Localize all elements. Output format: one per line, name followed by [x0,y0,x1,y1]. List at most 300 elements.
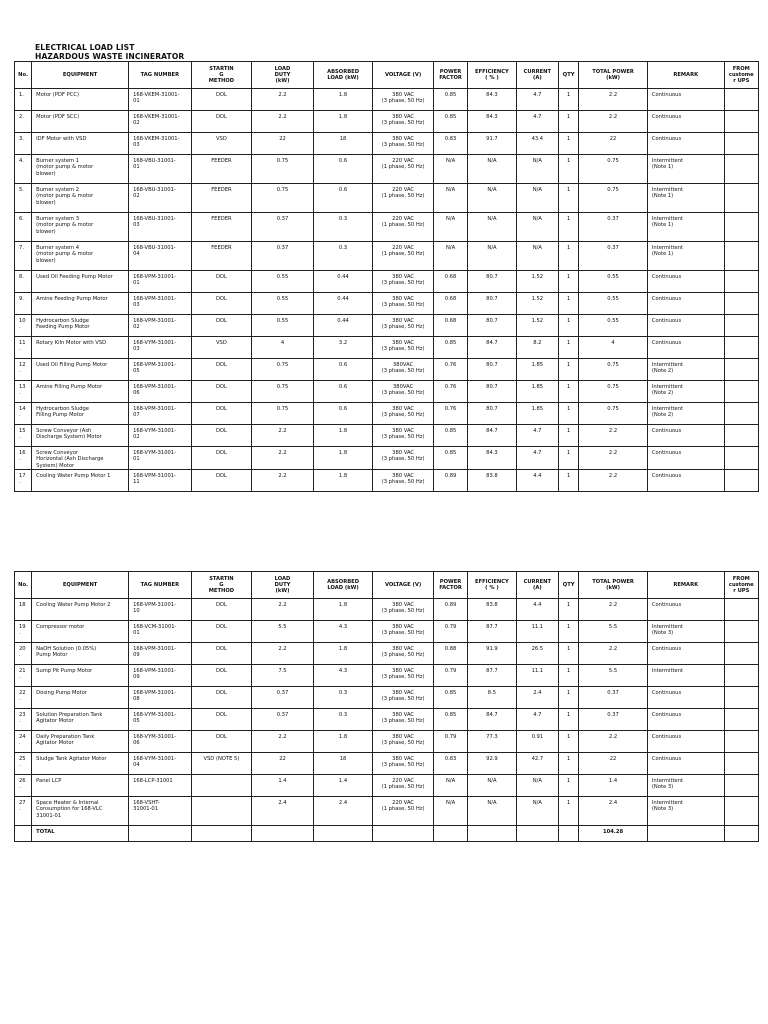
cell-qty [559,599,579,621]
cell-power-factor-text: 0.85 [444,428,457,434]
cell-absorbed-load-text: 1.8 [338,472,348,479]
cell-qty-text: 1 [566,114,571,120]
cell-no [15,709,32,731]
cell-tag-number-text: 168-VPM-31001- 08 [133,690,176,703]
cell-total-power-text: 2.2 [608,734,618,740]
cell-voltage-text: 220 VAC (1 phase, 50 Hz) [381,216,425,229]
cell-equipment [32,213,129,242]
cell-total-power-text: 2.4 [608,800,618,806]
cell-total-power [579,731,648,753]
cell-qty [559,709,579,731]
cell-load-duty-text: 2.4 [278,800,287,806]
cell-efficiency-text: N/A [487,158,497,164]
cell-voltage-text: 380 VAC (3 phase, 50 Hz) [381,668,425,681]
cell-no-text: 4. [19,158,24,164]
total-label: TOTAL [32,826,129,842]
cell-voltage [373,337,434,359]
cell-total-power [579,155,648,184]
table-header [15,62,759,89]
cell-load-duty-text: 0.37 [276,690,289,696]
total-row [15,826,759,842]
cell-load-duty [252,242,314,271]
table-row [15,293,759,315]
cell-efficiency [468,337,516,359]
cell-from-ups [724,184,758,213]
cell-from-ups [724,271,758,293]
cell-load-duty [252,271,314,293]
cell-total-power-text: 0.37 [607,690,619,696]
cell-equipment [32,184,129,213]
title-line-2: HAZARDOUS WASTE INCINERATOR [35,52,185,61]
cell-total-power [579,469,648,491]
cell-absorbed-load [313,775,373,797]
cell-efficiency-text: 80.7 [486,384,498,390]
cell-tag-number [129,213,192,242]
header-current-label: CURRENT (A) [523,578,552,591]
cell-total-power [579,709,648,731]
cell-no-text: 8. [19,274,24,280]
cell-starting-method-text: FEEDER [211,216,232,222]
header-qty-label: QTY [562,581,575,588]
cell-load-duty-text: 0.75 [276,362,289,368]
cell-qty-text: 1 [566,778,571,784]
cell-remark-text: Continuous [651,646,682,652]
cell-remark-text: Continuous [651,136,682,142]
cell-current [516,621,558,643]
cell-voltage [373,709,434,731]
cell-absorbed-load [313,315,373,337]
cell-power-factor-text: 0.89 [444,472,457,479]
cell-efficiency-text: 80.7 [486,406,498,412]
cell-from-ups [724,155,758,184]
cell-absorbed-load [313,709,373,731]
cell-power-factor-text: 0.68 [444,318,457,324]
cell-absorbed-load-text: 0.6 [338,362,348,368]
cell-total-power [579,271,648,293]
cell-starting-method-text: FEEDER [211,158,232,164]
cell-total-power [579,621,648,643]
cell-efficiency [468,293,516,315]
header-starting-method-label: STARTIN G METHOD [208,65,235,85]
cell-efficiency [468,425,516,447]
cell-total-power-text: 2.2 [608,428,618,434]
cell-load-duty [252,213,314,242]
total-empty-cell [433,826,467,842]
cell-voltage-text: 380 VAC (3 phase, 50 Hz) [381,624,425,637]
cell-tag-number [129,359,192,381]
cell-total-power [579,447,648,470]
cell-absorbed-load [313,155,373,184]
cell-total-power [579,293,648,315]
cell-voltage-text: 220 VAC (1 phase, 50 Hz) [381,187,425,200]
cell-no-text: 23 . [19,712,26,725]
cell-qty-text: 1 [566,428,571,434]
cell-efficiency-text: 77.3 [486,734,498,740]
total-empty-cell [724,826,758,842]
cell-equipment [32,665,129,687]
cell-tag-number [129,621,192,643]
header-power-factor-label: POWER FACTOR [439,68,462,81]
cell-remark-text: Continuous [651,274,682,280]
cell-no-text: 16 . [19,450,26,463]
cell-total-power-text: 2.2 [608,92,618,98]
cell-power-factor-text: 0.85 [444,450,457,456]
cell-voltage [373,155,434,184]
cell-absorbed-load [313,271,373,293]
cell-efficiency-text: 87.7 [486,624,498,630]
header-current [516,572,558,599]
cell-equipment [32,709,129,731]
cell-equipment-text: Motor (PDF SCC) [36,114,80,120]
cell-from-ups [724,709,758,731]
cell-current-text: N/A [532,778,542,784]
header-voltage [373,572,434,599]
cell-power-factor [433,425,467,447]
cell-equipment-text: Sump Pit Pump Motor [36,668,93,674]
cell-equipment-text: Hydrocarbon Sludge Filling Pump Motor [36,406,89,419]
total-empty-cell [559,826,579,842]
table-row [15,242,759,271]
cell-absorbed-load-text: 1.8 [338,602,348,608]
cell-power-factor-text: 0.85 [444,340,457,346]
cell-current-text: 1.52 [531,274,544,280]
cell-tag-number-text: 168-VBU-31001- 04 [133,245,176,258]
cell-tag-number [129,599,192,621]
cell-absorbed-load-text: 0.3 [338,690,348,696]
cell-starting-method [191,753,252,775]
cell-current [516,709,558,731]
cell-tag-number-text: 168-VSHT- 31001-01 [133,800,160,813]
cell-equipment [32,599,129,621]
cell-no-text: 20 . [19,646,26,659]
cell-tag-number-text: 168-LCP-31001 [133,778,173,784]
cell-starting-method [191,665,252,687]
cell-tag-number [129,184,192,213]
cell-equipment-text: Motor (PDF PCC) [36,92,79,98]
cell-no-text: 14 . [19,406,26,419]
cell-qty [559,643,579,665]
cell-starting-method [191,775,252,797]
cell-from-ups [724,293,758,315]
cell-power-factor-text: 0.89 [444,602,457,608]
cell-tag-number-text: 168-VYM-31001- 05 [133,712,176,725]
cell-power-factor [433,599,467,621]
cell-qty [559,621,579,643]
total-power-sum: 104.28 [579,826,648,842]
cell-load-duty [252,133,314,155]
cell-no-text: 21 . [19,668,26,681]
cell-load-duty [252,315,314,337]
cell-power-factor [433,469,467,491]
cell-efficiency [468,184,516,213]
cell-equipment [32,425,129,447]
cell-starting-method-text: VSD (NOTE 5) [203,756,240,762]
cell-voltage [373,775,434,797]
cell-starting-method-text: DOL [215,428,227,434]
cell-power-factor [433,665,467,687]
total-empty-cell [15,826,32,842]
cell-power-factor [433,111,467,133]
cell-qty-text: 1 [566,472,571,479]
cell-equipment-text: Rotary Kiln Motor with VSD [36,340,107,346]
cell-remark [647,271,724,293]
cell-equipment [32,643,129,665]
cell-power-factor-text: 0.68 [444,274,457,280]
cell-remark [647,687,724,709]
cell-absorbed-load [313,133,373,155]
cell-remark [647,293,724,315]
cell-starting-method-text: DOL [215,274,227,280]
total-empty-cell [373,826,434,842]
cell-remark-text: Intermittent (Note 1) [651,216,684,229]
cell-qty-text: 1 [566,274,571,280]
header-tag-number [129,62,192,89]
cell-absorbed-load [313,425,373,447]
cell-voltage-text: 380 VAC (3 phase, 50 Hz) [381,602,425,615]
cell-absorbed-load [313,89,373,111]
cell-voltage [373,599,434,621]
header-from-ups-label: FROM custome r UPS [728,65,754,85]
table-row [15,381,759,403]
cell-absorbed-load-text: 2.4 [338,800,348,806]
cell-remark [647,403,724,425]
header-no-label: No. [18,71,29,78]
cell-load-duty [252,425,314,447]
cell-load-duty [252,775,314,797]
cell-qty [559,425,579,447]
cell-starting-method-text: DOL [215,472,227,479]
header-total-power-label: TOTAL POWER (kW) [592,578,634,591]
header-starting-method [191,62,252,89]
cell-load-duty [252,293,314,315]
cell-equipment [32,111,129,133]
cell-power-factor [433,797,467,826]
header-load-duty [252,62,314,89]
cell-no-text: 3. [19,136,24,142]
cell-remark-text: Intermittent (Note 2) [651,406,684,419]
cell-efficiency-text: 87.7 [486,668,498,674]
cell-qty-text: 1 [566,296,571,302]
cell-total-power-text: 0.75 [607,406,619,412]
cell-total-power [579,359,648,381]
cell-current [516,133,558,155]
cell-current [516,89,558,111]
cell-tag-number-text: 168-VPM-31001- 03 [133,296,176,309]
cell-qty [559,469,579,491]
cell-voltage [373,242,434,271]
cell-voltage-text: 380 VAC (3 phase, 50 Hz) [381,690,425,703]
cell-power-factor [433,89,467,111]
cell-qty-text: 1 [566,216,571,222]
cell-from-ups [724,469,758,491]
cell-from-ups [724,643,758,665]
header-row [15,572,759,599]
cell-current [516,731,558,753]
cell-tag-number [129,381,192,403]
cell-efficiency-text: 84.7 [486,340,498,346]
cell-efficiency-text: 83.8 [486,472,498,479]
cell-remark [647,315,724,337]
cell-qty [559,359,579,381]
cell-no [15,665,32,687]
cell-qty [559,403,579,425]
cell-tag-number-text: 168-VKEM-31001- 03 [133,136,180,149]
cell-power-factor-text: N/A [445,245,456,251]
cell-tag-number [129,155,192,184]
cell-load-duty [252,687,314,709]
cell-qty [559,213,579,242]
cell-power-factor-text: N/A [445,158,456,164]
header-efficiency-label: EFFICIENCY ( % ) [475,578,509,591]
cell-tag-number [129,643,192,665]
cell-absorbed-load [313,643,373,665]
header-no [15,572,32,599]
cell-absorbed-load-text: 0.44 [337,274,349,280]
cell-load-duty-text: 2.2 [278,114,287,120]
cell-efficiency-text: 80.7 [486,318,498,324]
cell-qty [559,155,579,184]
cell-starting-method [191,89,252,111]
cell-tag-number-text: 168-VCM-31001- 01 [133,624,177,637]
header-current [516,62,558,89]
load-list-table-1 [14,61,759,492]
cell-starting-method [191,337,252,359]
cell-qty-text: 1 [566,602,571,608]
cell-no-text: 24 . [19,734,26,747]
cell-from-ups [724,381,758,403]
total-empty-cell [191,826,252,842]
cell-qty [559,665,579,687]
cell-starting-method [191,315,252,337]
table-row [15,184,759,213]
cell-from-ups [724,599,758,621]
cell-equipment [32,775,129,797]
cell-voltage [373,469,434,491]
cell-from-ups [724,337,758,359]
table-row [15,315,759,337]
cell-remark-text: Continuous [651,318,682,324]
cell-no-text: 15 . [19,428,26,441]
cell-absorbed-load [313,337,373,359]
cell-efficiency [468,403,516,425]
cell-no [15,337,32,359]
cell-tag-number [129,775,192,797]
cell-total-power-text: 0.55 [607,274,619,280]
cell-remark-text: Continuous [651,92,682,98]
header-total-power [579,572,648,599]
cell-total-power-text: 2.2 [608,114,618,120]
header-tag-number-label: TAG NUMBER [140,71,180,78]
cell-power-factor-text: 0.79 [444,668,457,674]
cell-tag-number-text: 168-VBU-31001- 01 [133,158,176,171]
cell-remark [647,753,724,775]
cell-from-ups [724,775,758,797]
header-current-label: CURRENT (A) [523,68,552,81]
cell-from-ups [724,731,758,753]
cell-qty [559,315,579,337]
cell-voltage-text: 380 VAC (3 phase, 50 Hz) [381,406,425,419]
cell-current-text: 42.7 [531,756,544,762]
cell-absorbed-load-text: 1.8 [338,114,348,120]
cell-remark-text: Continuous [651,602,682,608]
cell-load-duty-text: 2.2 [278,734,287,740]
cell-total-power-text: 0.37 [607,245,619,251]
table-header [15,572,759,599]
cell-qty-text: 1 [566,384,571,390]
header-voltage [373,62,434,89]
cell-voltage-text: 380 VAC (3 phase, 50 Hz) [381,136,425,149]
cell-from-ups [724,665,758,687]
cell-starting-method [191,293,252,315]
cell-total-power-text: 22 [609,136,617,142]
cell-tag-number [129,293,192,315]
total-empty-cell [516,826,558,842]
cell-voltage-text: 380 VAC (3 phase, 50 Hz) [381,296,425,309]
load-list-table-2 [14,571,759,842]
header-from-ups-label: FROM custome r UPS [728,575,754,595]
table-row [15,111,759,133]
cell-no [15,425,32,447]
cell-equipment [32,293,129,315]
header-absorbed-load [313,62,373,89]
cell-current [516,599,558,621]
cell-remark-text: Intermittent (Note 3) [651,624,684,637]
cell-equipment [32,447,129,470]
cell-absorbed-load [313,621,373,643]
cell-total-power-text: 22 [609,756,617,762]
cell-total-power-text: 0.75 [607,362,619,368]
cell-no-text: 27 . [19,800,26,813]
header-row [15,62,759,89]
cell-starting-method [191,242,252,271]
cell-load-duty [252,753,314,775]
cell-efficiency [468,381,516,403]
cell-efficiency-text: 80.7 [486,362,498,368]
cell-total-power-text: 2.2 [608,646,618,652]
cell-no [15,381,32,403]
cell-voltage-text: 220 VAC (1 phase, 50 Hz) [381,778,425,791]
cell-tag-number [129,111,192,133]
cell-equipment-text: Dosing Pump Motor [36,690,88,696]
cell-efficiency [468,359,516,381]
cell-load-duty-text: 0.55 [276,318,289,324]
cell-total-power [579,184,648,213]
header-from-ups [724,572,758,599]
cell-voltage-text: 380 VAC (3 phase, 50 Hz) [381,756,425,769]
cell-current [516,111,558,133]
cell-power-factor [433,133,467,155]
table-row [15,469,759,491]
cell-equipment [32,381,129,403]
cell-starting-method [191,425,252,447]
table-row [15,731,759,753]
cell-no [15,293,32,315]
cell-efficiency [468,687,516,709]
cell-voltage [373,89,434,111]
cell-load-duty-text: 1.4 [278,778,287,784]
cell-efficiency [468,89,516,111]
cell-equipment-text: Used Oil Feeding Pump Motor [36,274,113,280]
cell-voltage-text: 380 VAC (3 phase, 50 Hz) [381,450,425,463]
cell-total-power [579,242,648,271]
cell-absorbed-load [313,359,373,381]
cell-from-ups [724,687,758,709]
cell-starting-method [191,709,252,731]
cell-remark-text: Intermittent (Note 3) [651,800,684,813]
cell-load-duty-text: 2.2 [278,92,287,98]
cell-no-text: 19 . [19,624,26,637]
header-absorbed-load-label: ABSORBED LOAD (kW) [327,68,360,81]
